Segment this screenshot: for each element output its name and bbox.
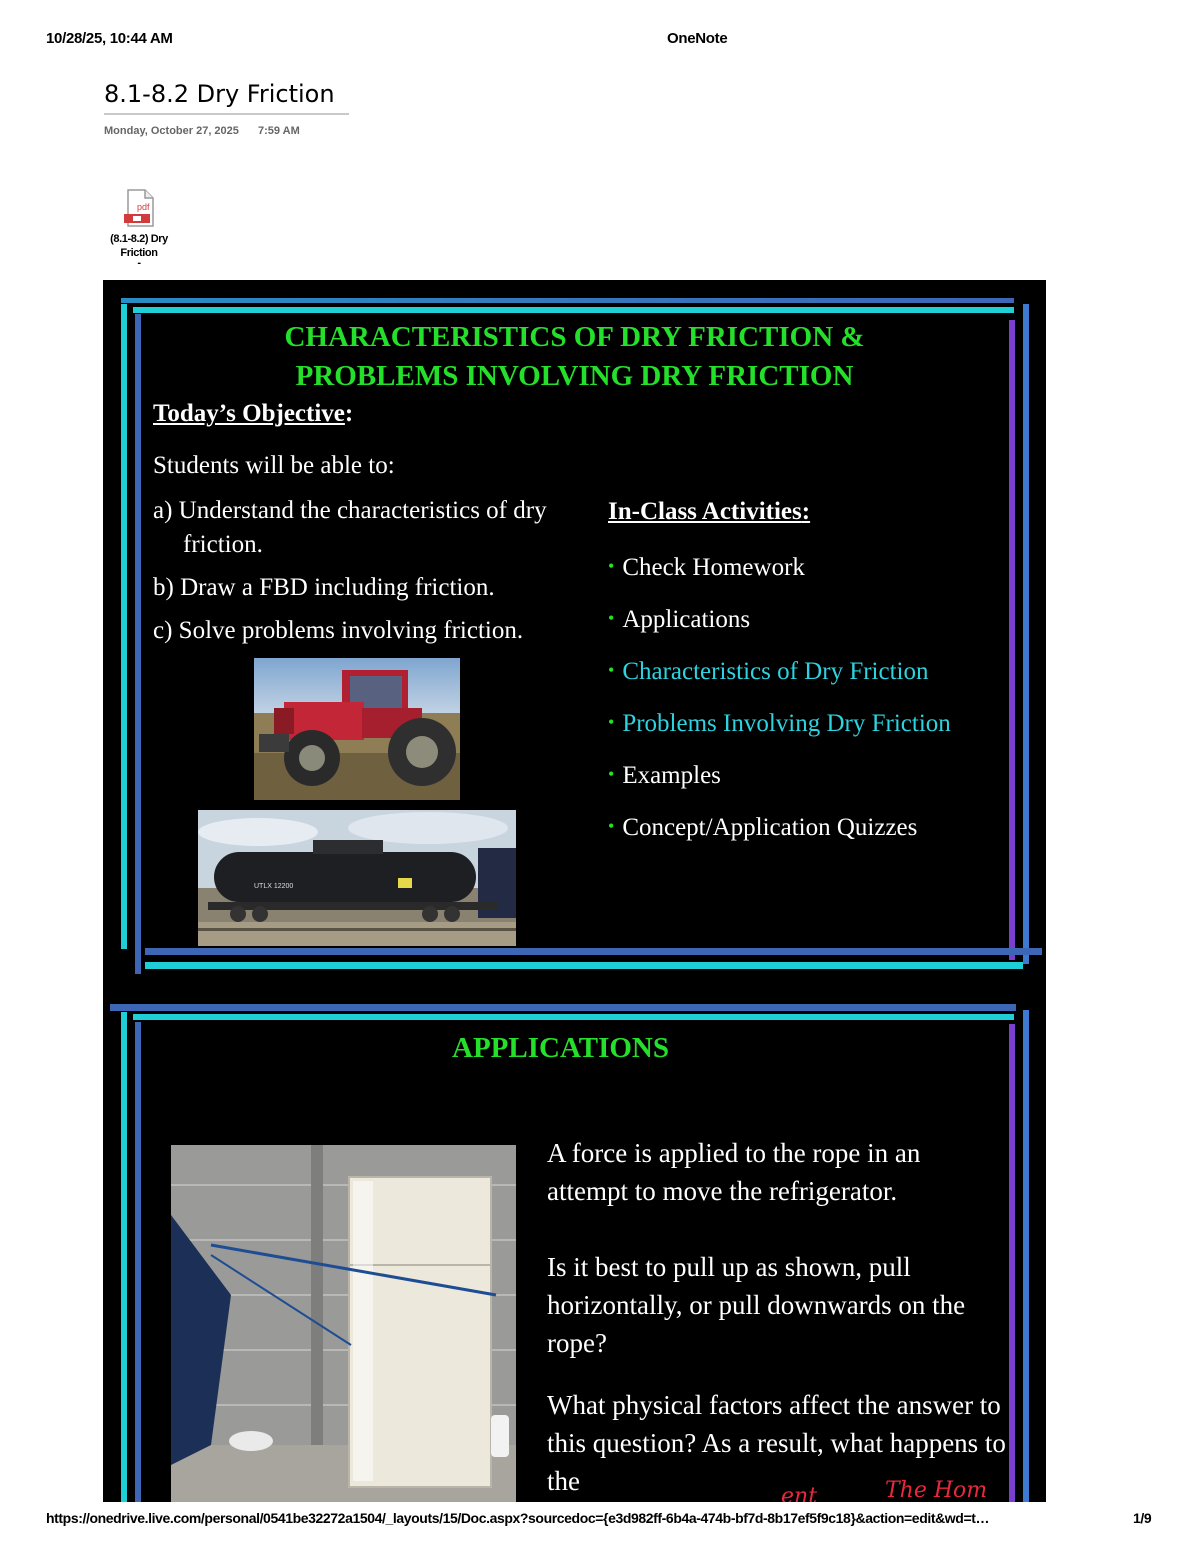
bullet-icon: • [608,816,615,836]
print-datetime: 10/28/25, 10:44 AM [46,30,173,47]
bullet-icon: • [608,764,615,784]
slide1-frame-left-1 [121,304,127,949]
print-footer-url: https://onedrive.live.com/personal/0541be32272a1504/_layouts/15/Doc.aspx?sourcedoc={e3d982ff-6b4a-474b-bf7d-8b17ef5f9c18}&action=edit&wd=t… [46,1510,990,1526]
refrigerator-photo [171,1145,516,1502]
slide1-frame-right-2 [1023,304,1029,964]
activity-text: Examples [622,762,721,789]
tank-car-photo [198,810,516,946]
slide2-paragraph-2: Is it best to pull up as shown, pull horizontally, or pull downwards on the rope? [547,1252,966,1358]
slide2-title: APPLICATIONS [452,1032,669,1064]
title-divider [104,113,349,115]
tank-car-label: UTLX 12200 [254,883,294,890]
handwritten-annotation-2: The Hom [885,1478,988,1502]
attachment-name: (8.1-8.2) Dry Friction - [110,233,168,269]
slide2-paragraph-3: What physical factors affect the answer to this question? As a result, what happens to the [547,1390,1006,1496]
tractor-photo [254,658,460,800]
pdf-file-icon [119,188,159,228]
objective-item: a) Understand the characteristics of dry friction. [153,497,547,558]
page-time: 7:59 AM [258,125,300,137]
page-date: Monday, October 27, 2025 [104,125,239,137]
objective-item: b) Draw a FBD including friction. [153,574,495,601]
pdf-attachment[interactable] [104,188,174,269]
slide2-frame-top-1 [110,1004,1016,1011]
objective-list [153,494,593,657]
activity-text: Concept/Application Quizzes [622,814,918,841]
objective-item: c) Solve problems involving friction. [153,617,524,644]
activity-item [608,602,951,654]
print-app-name: OneNote [667,30,728,47]
slide1-frame-right-1 [1009,320,1015,960]
activities-list [608,550,951,862]
slide2-frame-right-2 [1023,1010,1029,1502]
bullet-icon: • [608,556,615,576]
page-title[interactable]: 8.1-8.2 Dry Friction [104,80,335,108]
objective-intro: Students will be able to: [153,452,395,479]
bullet-icon: • [608,712,615,732]
activity-text: Applications [622,606,751,633]
pdf-printout [103,280,1046,1502]
print-page-number: 1/9 [1133,1510,1152,1526]
activity-item [608,706,951,758]
objective-heading: Today’s Objective: [153,400,354,427]
activity-item [608,654,951,706]
slide1-frame-bottom-1 [145,948,1042,955]
slide1-frame-bottom-2 [145,962,1023,969]
activity-item [608,758,951,810]
handwritten-annotation-1: ent [781,1484,818,1502]
slide2-frame-left-1 [121,1012,127,1502]
activity-text: Problems Involving Dry Friction [622,710,951,737]
slide2-frame-top-2 [133,1014,1014,1020]
activity-text: Check Homework [622,554,805,581]
bullet-icon: • [608,608,615,628]
activity-item [608,810,951,862]
slide1-frame-left-2 [135,314,141,974]
bullet-icon: • [608,660,615,680]
activities-heading: In-Class Activities: [608,498,811,525]
activity-text: Characteristics of Dry Friction [622,658,929,685]
slide2-frame-right-1 [1009,1024,1015,1502]
slide1-frame-top-2 [133,307,1014,313]
pdf-icon-text: pdf [137,202,150,212]
slide1-title: CHARACTERISTICS OF DRY FRICTION & PROBLEMS INVOLVING DRY FRICTION [284,321,865,392]
slide2-frame-left-2 [135,1022,141,1502]
slide1-frame-top-1 [121,298,1014,303]
slide2-paragraph-1: A force is applied to the rope in an attempt to move the refrigerator. [547,1138,921,1206]
activity-item [608,550,951,602]
